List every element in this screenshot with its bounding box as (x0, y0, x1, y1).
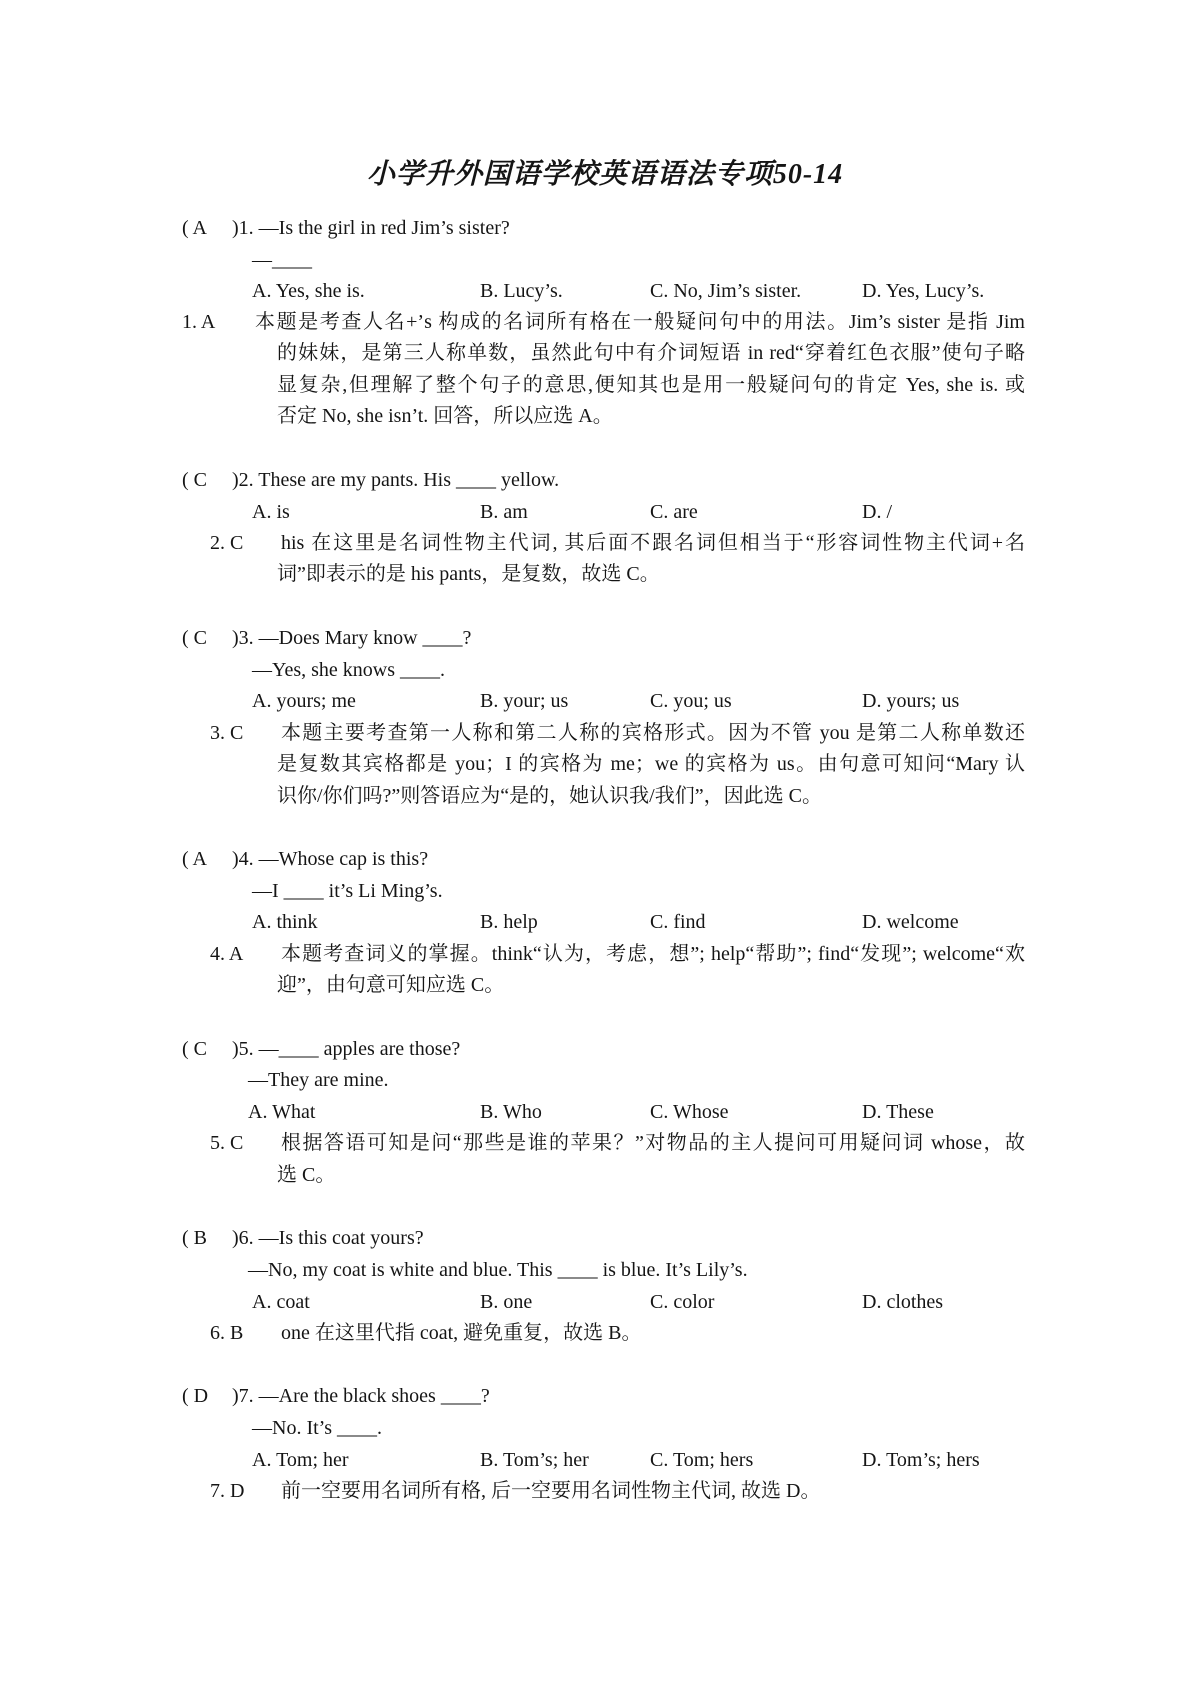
q7-stem-line (182, 1381, 490, 1411)
q5-options (0, 1097, 1200, 1127)
q5-explanation-line: 根据答语可知是问“那些是谁的苹果？”对物品的主人提问可用疑问词 whose，故 (281, 1132, 1025, 1154)
q2-option-d: D. / (862, 501, 892, 523)
q1-explanation-line: 否定 No, she isn’t. 回答，所以应选 A。 (277, 405, 613, 427)
q2-answer: ( C (182, 469, 207, 491)
q7-answer: ( D (182, 1385, 209, 1407)
q6-answer: ( B (182, 1227, 207, 1249)
q6-reply: —No, my coat is white and blue. This ____ is blue. It’s Lily’s. (248, 1259, 748, 1281)
q1-explanation-line: 的妹妹，是第三人称单数，虽然此句中有介词短语 in red“穿着红色衣服”使句子略 (277, 342, 1025, 364)
q4-explanation-label: 4. A (210, 943, 244, 965)
q4-explanation-line: 本题考查词义的掌握。think“认为，考虑，想”; help“帮助”; find“发现”; welcome“欢 (281, 943, 1025, 965)
q3-option-a: A. yours; me (252, 690, 356, 712)
q5-reply: —They are mine. (248, 1069, 389, 1091)
q5-stem: )5. —____ apples are those? (232, 1038, 461, 1060)
q3-explanation-line: 本题主要考查第一人称和第二人称的宾格形式。因为不管 you 是第二人称单数还 (281, 722, 1025, 744)
q1-answer: ( A (182, 217, 207, 239)
q6-explanation-line: one 在这里代指 coat, 避免重复，故选 B。 (281, 1322, 642, 1344)
q1-options (0, 276, 1200, 306)
q4-option-a: A. think (252, 911, 318, 933)
q6-option-b: B. one (480, 1291, 533, 1313)
q2-explanation-line: his 在这里是名词性物主代词, 其后面不跟名词但相当于“形容词性物主代词+名 (281, 532, 1025, 554)
q3-option-b: B. your; us (480, 690, 569, 712)
q4-stem: )4. —Whose cap is this? (232, 848, 429, 870)
q1-stem: )1. —Is the girl in red Jim’s sister? (232, 217, 510, 239)
q7-option-c: C. Tom; hers (650, 1449, 754, 1471)
q7-option-d: D. Tom’s; hers (862, 1449, 980, 1471)
q2-option-c: C. are (650, 501, 698, 523)
q4-explanation-line: 迎”，由句意可知应选 C。 (277, 974, 505, 996)
q4-option-b: B. help (480, 911, 538, 933)
q4-option-d: D. welcome (862, 911, 959, 933)
q1-option-a: A. Yes, she is. (252, 280, 365, 302)
q1-explanation-line: 显复杂,但理解了整个句子的意思,便知其也是用一般疑问句的肯定 Yes, she is. 或 (277, 374, 1025, 396)
q1-stem-line (182, 213, 510, 243)
page-title: 小学升外国语学校英语语法专项50-14 (366, 159, 844, 190)
q7-explanation-line: 前一空要用名词所有格, 后一空要用名词性物主代词, 故选 D。 (281, 1480, 821, 1502)
q5-option-c: C. Whose (650, 1101, 729, 1123)
q3-options (0, 686, 1200, 716)
q3-option-d: D. yours; us (862, 690, 960, 712)
q1-explanation-label: 1. A (182, 311, 216, 333)
q4-options (0, 907, 1200, 937)
q5-answer: ( C (182, 1038, 207, 1060)
q4-reply: —I ____ it’s Li Ming’s. (252, 880, 443, 902)
q2-stem: )2. These are my pants. His ____ yellow. (232, 469, 560, 491)
q3-stem-line (182, 623, 471, 653)
q4-stem-line (182, 844, 428, 874)
q5-explanation-line: 选 C。 (277, 1164, 336, 1186)
q1-option-c: C. No, Jim’s sister. (650, 280, 802, 302)
q4-option-c: C. find (650, 911, 706, 933)
q6-option-a: A. coat (252, 1291, 310, 1313)
q7-reply: —No. It’s ____. (252, 1417, 382, 1439)
q5-option-a: A. What (248, 1101, 316, 1123)
q6-stem: )6. —Is this coat yours? (232, 1227, 424, 1249)
q3-option-c: C. you; us (650, 690, 732, 712)
q2-explanation-label: 2. C (210, 532, 244, 554)
q7-stem: )7. —Are the black shoes ____? (232, 1385, 490, 1407)
q1-option-b: B. Lucy’s. (480, 280, 563, 302)
q3-explanation-label: 3. C (210, 722, 244, 744)
q5-explanation-label: 5. C (210, 1132, 244, 1154)
q6-options (0, 1287, 1200, 1317)
q5-option-b: B. Who (480, 1101, 542, 1123)
q3-explanation-line: 识你/你们吗?”则答语应为“是的，她认识我/我们”，因此选 C。 (277, 785, 822, 807)
q1-reply: —____ (252, 249, 312, 271)
q7-explanation-label: 7. D (210, 1480, 245, 1502)
q2-stem-line (182, 465, 559, 495)
q2-option-a: A. is (252, 501, 290, 523)
q2-explanation-line: 词”即表示的是 his pants，是复数，故选 C。 (277, 563, 660, 585)
q1-explanation-line: 本题是考查人名+’s 构成的名词所有格在一般疑问句中的用法。Jim’s sister 是指 Jim (255, 311, 1025, 333)
q5-stem-line (182, 1034, 460, 1064)
q6-stem-line (182, 1223, 424, 1253)
q3-reply: —Yes, she knows ____. (252, 659, 445, 681)
q4-answer: ( A (182, 848, 207, 870)
q3-answer: ( C (182, 627, 207, 649)
q5-option-d: D. These (862, 1101, 934, 1123)
q6-explanation-label: 6. B (210, 1322, 244, 1344)
q3-explanation-line: 是复数其宾格都是 you；I 的宾格为 me；we 的宾格为 us。由句意可知问“Mary 认 (277, 753, 1025, 775)
q2-option-b: B. am (480, 501, 528, 523)
q6-option-c: C. color (650, 1291, 715, 1313)
q7-option-b: B. Tom’s; her (480, 1449, 589, 1471)
q2-options (0, 497, 1200, 527)
q6-option-d: D. clothes (862, 1291, 944, 1313)
q7-option-a: A. Tom; her (252, 1449, 349, 1471)
q7-options (0, 1445, 1200, 1475)
q3-stem: )3. —Does Mary know ____? (232, 627, 472, 649)
q1-option-d: D. Yes, Lucy’s. (862, 280, 985, 302)
